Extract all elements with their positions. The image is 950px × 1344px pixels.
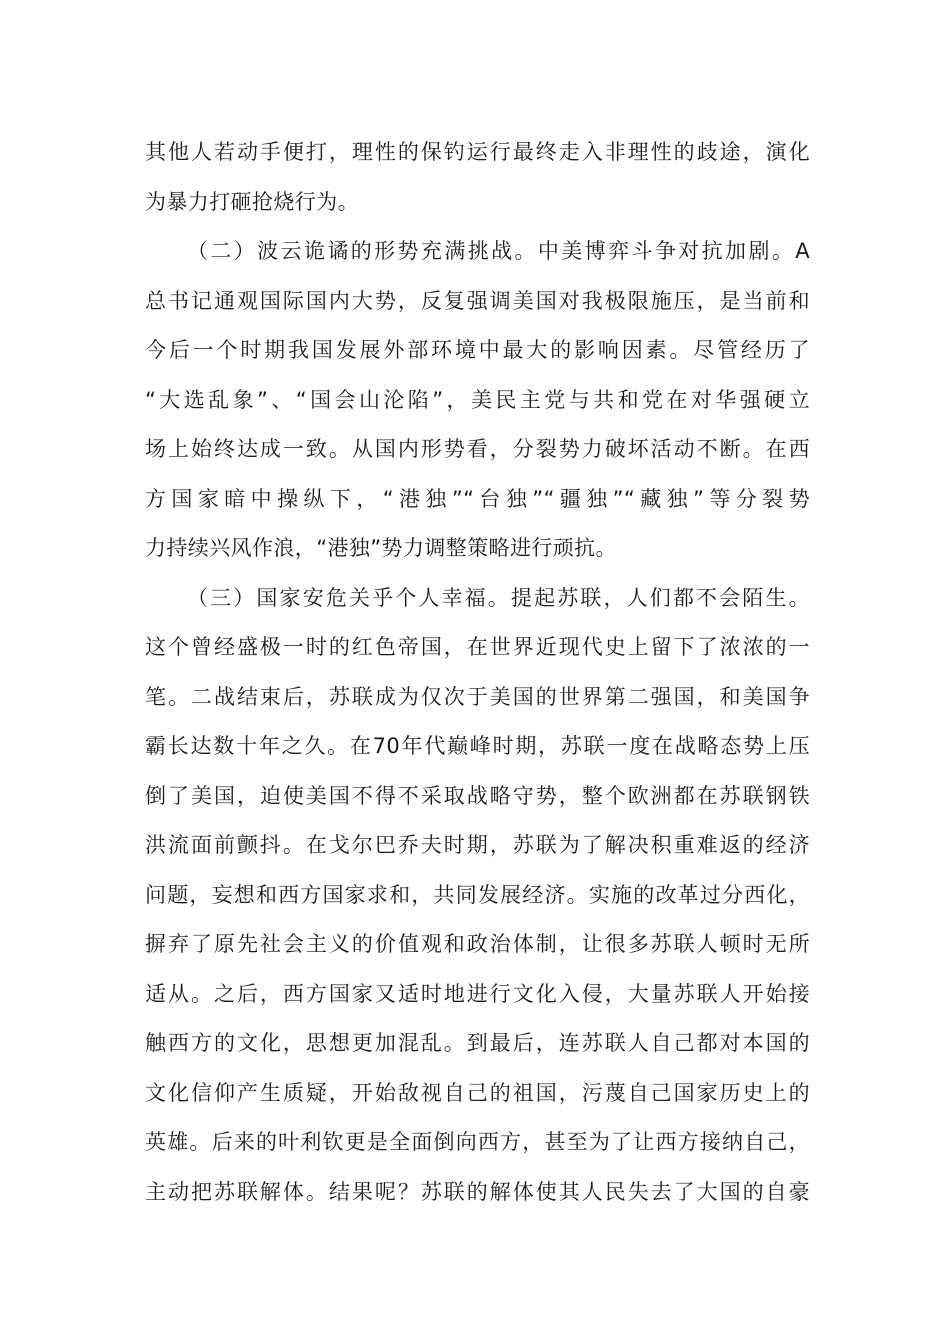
paragraph-section-three xyxy=(145,574,810,1218)
text-line: “大选乱象”、“国会山沦陷”，美民主党与共和党在对华强硬立 xyxy=(145,387,810,412)
text-line: 英雄。后来的叶利钦更是全面倒向西方，甚至为了让西方接纳自己， xyxy=(145,1130,810,1154)
text-line: 笔。二战结束后，苏联成为仅次于美国的世界第二强国，和美国争 xyxy=(145,684,810,709)
text-line: 霸长达数十年之久。在70年代巅峰时期，苏联一度在战略态势上压 xyxy=(145,734,810,758)
text-line: 总书记通观国际国内大势，反复强调美国对我极限施压，是当前和 xyxy=(145,288,810,313)
text-line: 文化信仰产生质疑，开始敌视自己的祖国，污蔑自己国家历史上的 xyxy=(145,1080,810,1105)
text-line: 今后一个时期我国发展外部环境中最大的影响因素。尽管经历了 xyxy=(145,338,810,362)
text-line: 适从。之后，西方国家又适时地进行文化入侵，大量苏联人开始接 xyxy=(145,981,810,1006)
text-line: 力持续兴风作浪，“港独”势力调整策略进行顽抗。 xyxy=(145,536,617,560)
text-line: 主动把苏联解体。结果呢？苏联的解体使其人民失去了大国的自豪 xyxy=(145,1179,810,1204)
text-line: 洪流面前颤抖。在戈尔巴乔夫时期，苏联为了解决积重难返的经济 xyxy=(145,833,810,857)
text-line: 场上始终达成一致。从国内形势看，分裂势力破坏活动不断。在西 xyxy=(145,437,810,461)
text-line: （二）波云诡谲的形势充满挑战。中美博弈斗争对抗加剧。A xyxy=(187,239,810,263)
paragraph-section-two xyxy=(145,227,810,574)
text-line: 其他人若动手便打，理性的保钓运行最终走入非理性的歧途，演化 xyxy=(145,140,810,164)
text-line: 摒弃了原先社会主义的价值观和政治体制，让很多苏联人顿时无所 xyxy=(145,932,810,956)
text-line: （三）国家安危关乎个人幸福。提起苏联，人们都不会陌生。 xyxy=(187,585,810,610)
text-line: 方国家暗中操纵下，“港独”“台独”“疆独”“藏独”等分裂势 xyxy=(145,486,810,511)
text-line: 问题，妄想和西方国家求和，共同发展经济。实施的改革过分西化， xyxy=(145,882,810,907)
text-line: 为暴力打砸抢烧行为。 xyxy=(145,189,359,214)
body-text xyxy=(145,128,810,1217)
text-line: 倒了美国，迫使美国不得不采取战略守势，整个欧洲都在苏联钢铁 xyxy=(145,783,810,808)
paragraph-continuation xyxy=(145,128,810,227)
text-line: 这个曾经盛极一时的红色帝国，在世界近现代史上留下了浓浓的一 xyxy=(145,635,810,659)
text-line: 触西方的文化，思想更加混乱。到最后，连苏联人自己都对本国的 xyxy=(145,1031,810,1055)
